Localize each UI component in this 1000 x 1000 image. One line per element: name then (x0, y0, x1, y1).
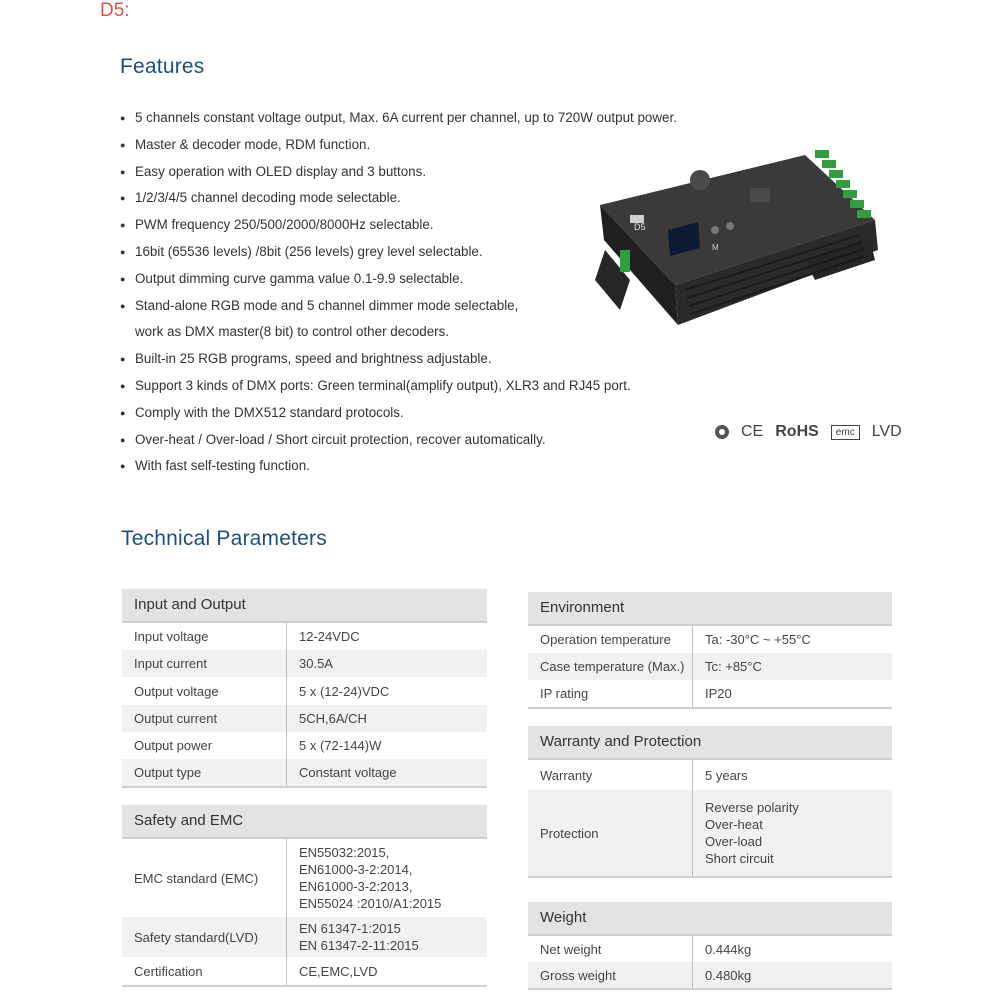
param-value (286, 732, 487, 759)
param-value-line: 5CH,6A/CH (299, 711, 367, 726)
param-value-line: 30.5A (299, 656, 333, 671)
param-value-line: Over-load (705, 834, 763, 849)
param-value (286, 650, 487, 677)
feature-text: ● 16bit (65536 levels) /8bit (256 levels) grey level selectable. (135, 243, 483, 259)
table-row (122, 705, 487, 732)
table-header: Warranty and Protection (528, 726, 892, 760)
param-value (692, 790, 892, 876)
param-value-line: 5 x (72-144)W (299, 738, 382, 753)
device-button-right (726, 222, 734, 230)
table-row (122, 917, 487, 957)
param-value-line: Reverse polarity (705, 800, 799, 815)
feature-text: ● Comply with the DMX512 standard protocols. (135, 404, 404, 420)
table-row (122, 759, 487, 786)
param-value-line: EN 61347-2-11:2015 (299, 938, 419, 953)
product-image (590, 110, 890, 360)
feature-item (120, 400, 720, 427)
param-label: Operation temperature (540, 632, 671, 647)
param-label: IP rating (540, 686, 589, 701)
feature-text: ● Easy operation with OLED display and 3 buttons. (135, 163, 427, 179)
table-row (528, 680, 892, 707)
feature-item (120, 453, 720, 480)
param-label: Input voltage (134, 629, 209, 644)
certifications (715, 423, 902, 441)
param-label: Net weight (540, 941, 602, 957)
param-value-line: 12-24VDC (299, 629, 360, 644)
param-value (692, 936, 892, 962)
feature-text: ● 5 channels constant voltage output, Max. 6A current per channel, up to 720W output power. (135, 110, 677, 125)
input-output-table (122, 589, 487, 788)
param-value (692, 626, 892, 653)
param-label: Output type (134, 765, 202, 780)
rohs-mark: RoHS (775, 423, 819, 440)
table-header: Environment (528, 592, 892, 626)
param-value-line: Ta: -30°C ~ +55°C (705, 632, 811, 647)
param-value-line: Over-heat (705, 817, 763, 832)
feature-text: ● Over-heat / Over-load / Short circuit protection, recover automatically. (135, 431, 546, 447)
param-label: Output current (134, 711, 218, 726)
param-label: Output power (134, 738, 213, 753)
param-value (286, 705, 487, 732)
param-value-line: CE,EMC,LVD (299, 963, 378, 979)
table-row (528, 790, 892, 876)
param-value-line: Tc: +85°C (705, 659, 762, 674)
feature-text: ● Stand-alone RGB mode and 5 channel dimmer mode selectable, (135, 297, 519, 313)
param-value (692, 653, 892, 680)
table-row (122, 957, 487, 985)
ce-mark: CE (741, 423, 764, 440)
param-value-line: IP20 (705, 686, 732, 701)
feature-text: ● Output dimming curve gamma value 0.1-9.9 selectable. (135, 270, 464, 286)
feature-item (120, 373, 720, 400)
param-value (692, 760, 892, 790)
param-value-line: 0.480kg (705, 967, 752, 983)
param-label: Protection (540, 825, 599, 841)
param-value (692, 962, 892, 988)
param-value-line: 5 x (12-24)VDC (299, 683, 390, 699)
feature-text: ● Master & decoder mode, RDM function. (135, 136, 371, 152)
param-label: Input current (134, 656, 207, 671)
features-title: Features (120, 55, 205, 78)
param-value (286, 957, 487, 985)
param-value (286, 759, 487, 786)
param-label: Certification (134, 963, 203, 979)
param-value-line: Short circuit (705, 851, 774, 866)
param-label: Warranty (540, 767, 593, 783)
param-value (286, 839, 487, 917)
device-button-m: M (712, 243, 719, 252)
table-row (122, 732, 487, 759)
params-title: Technical Parameters (121, 527, 327, 550)
rj45-port-icon (750, 188, 770, 202)
feature-text: work as DMX master(8 bit) to control other decoders. (135, 324, 450, 340)
safety-emc-table (122, 805, 487, 987)
c-mark-icon (715, 425, 729, 439)
param-value (286, 677, 487, 705)
param-value (286, 623, 487, 650)
feature-item (120, 427, 720, 454)
feature-text: ● Built-in 25 RGB programs, speed and brightness adjustable. (135, 351, 492, 367)
param-value-line: Constant voltage (299, 765, 397, 780)
table-row (122, 677, 487, 705)
table-header: Input and Output (122, 589, 487, 623)
param-value-line: EN55024 :2010/A1:2015 (299, 896, 442, 911)
param-label: Safety standard(LVD) (134, 929, 259, 945)
feature-text: ● With fast self-testing function. (135, 458, 310, 474)
param-value-line: EN55032:2015, (299, 845, 390, 860)
warranty-protection-table (528, 726, 892, 878)
param-label: EMC standard (EMC) (134, 870, 259, 886)
device-label: D5 (634, 222, 646, 232)
param-value-line: 5 years (705, 767, 748, 783)
lvd-mark: LVD (871, 423, 902, 440)
feature-text: ● Support 3 kinds of DMX ports: Green terminal(amplify output), XLR3 and RJ45 port. (135, 377, 631, 393)
table-row (528, 626, 892, 653)
table-row (528, 936, 892, 962)
device-button-left (711, 226, 719, 234)
table-row (528, 962, 892, 988)
table-row (528, 760, 892, 790)
table-row (122, 623, 487, 650)
table-header: Safety and EMC (122, 805, 487, 839)
xlr-port-icon (690, 170, 710, 190)
environment-table (528, 592, 892, 709)
param-label: Case temperature (Max.) (540, 659, 685, 674)
feature-text: ● 1/2/3/4/5 channel decoding mode selectable. (135, 190, 401, 206)
table-row (528, 653, 892, 680)
param-value-line: EN61000-3-2:2013, (299, 879, 413, 894)
feature-text: ● PWM frequency 250/500/2000/8000Hz selectable. (135, 217, 434, 233)
param-label: Gross weight (540, 967, 616, 983)
table-row (122, 839, 487, 917)
param-value-line: EN 61347-1:2015 (299, 921, 401, 936)
emc-mark: emc (831, 425, 860, 440)
param-value (286, 917, 487, 957)
param-value-line: 0.444kg (705, 941, 752, 957)
param-label: Output voltage (134, 683, 219, 699)
param-value-line: EN61000-3-2:2014, (299, 862, 413, 877)
table-header: Weight (528, 902, 892, 936)
weight-table (528, 902, 892, 990)
param-value (692, 680, 892, 707)
table-row (122, 650, 487, 677)
model-tag: D5: (100, 0, 130, 21)
